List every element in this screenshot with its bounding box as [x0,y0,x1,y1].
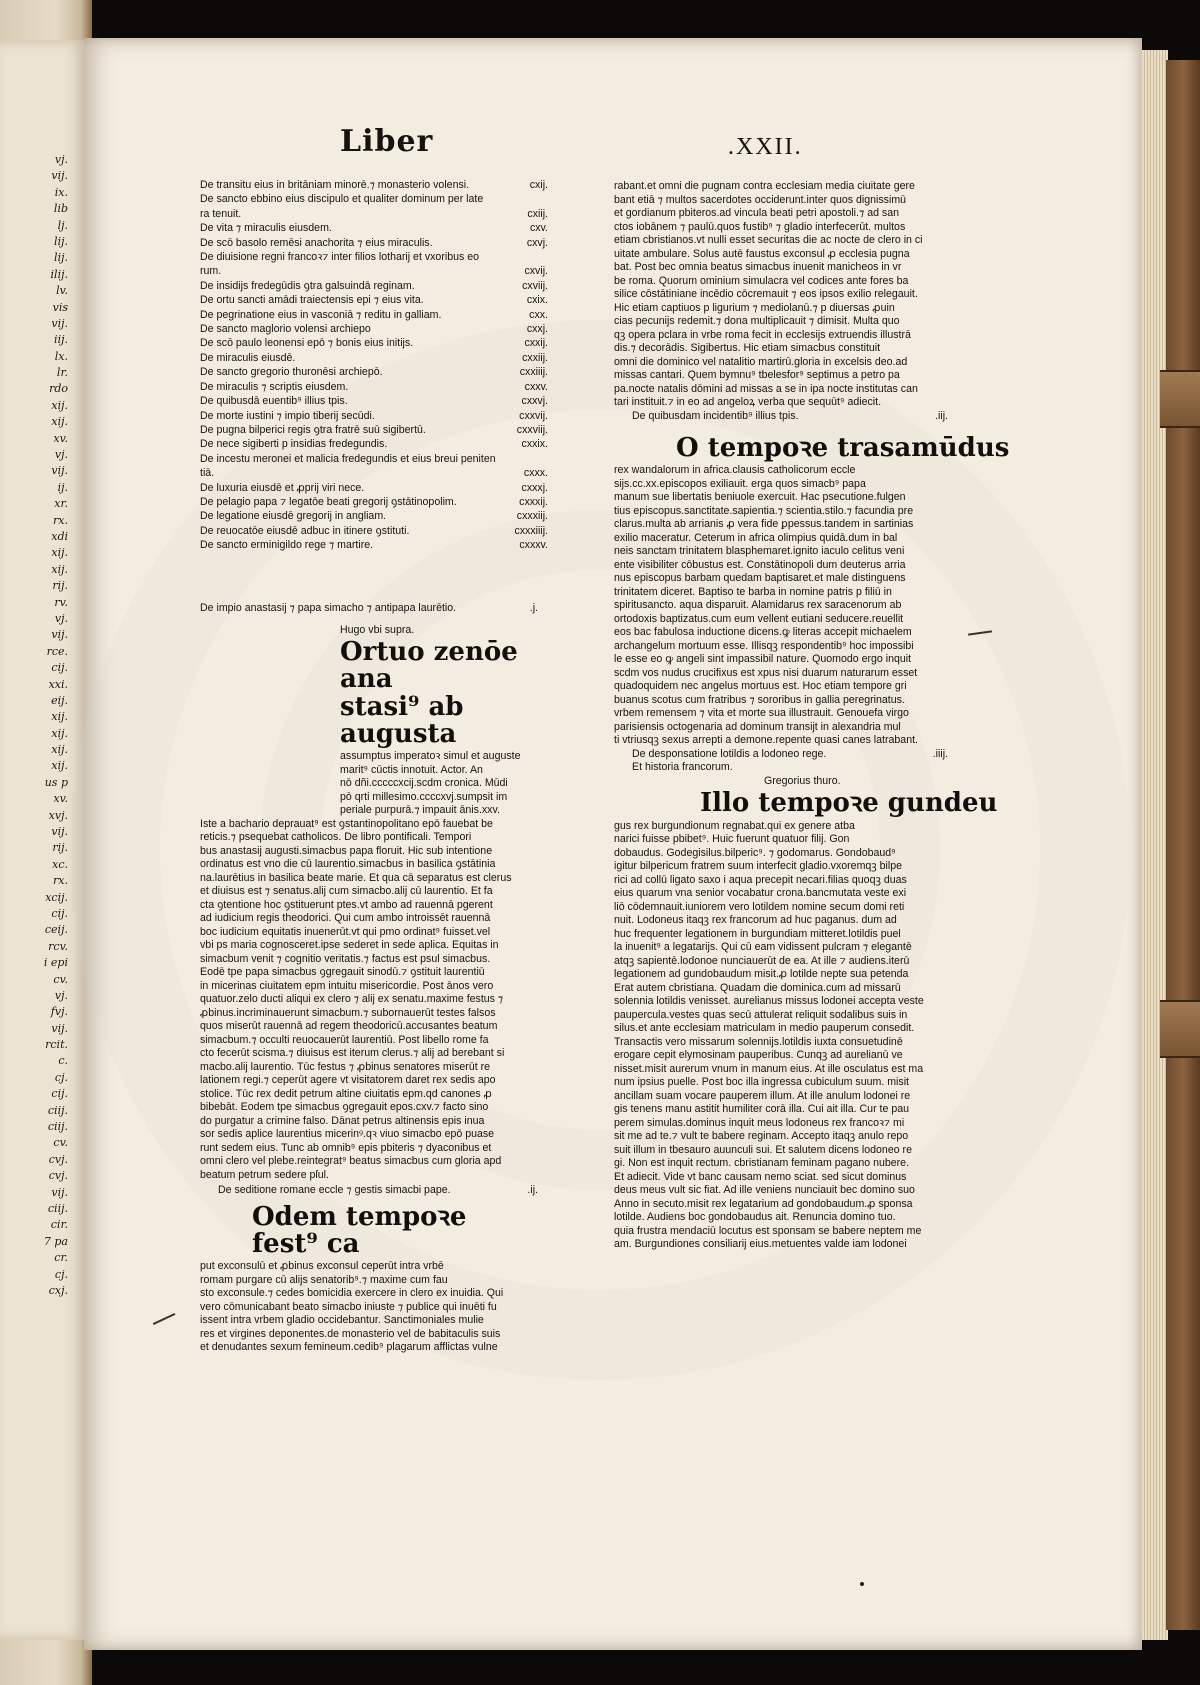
text-line: rex wandalorum in africa.clausis catholicorum eccle [614,464,856,477]
right-column [614,180,1010,1252]
text-line: et gordianum pbiteros.ad vincula beati petri apostoli.⁊ ad san [614,207,899,219]
left-edge-fragment: vis [52,300,68,314]
index-entry-number [540,250,548,264]
index-entry [200,509,548,523]
left-edge-fragment: xvj. [48,808,68,822]
chapter-entry-title: De seditione romane eccle ⁊ gestis simacbi pape. [218,1184,451,1197]
left-edge-fragment: rx. [53,513,68,527]
left-edge-fragment: rv. [54,595,68,609]
index-entry-title: De morte iustini ⁊ impio tiberij secūdi. [200,409,375,422]
left-edge-fragment: cvj. [48,1152,68,1166]
chapter-heading: Illo tempoꝛe gundeu [700,788,998,819]
text-line: beatum petrum sedere pſul. [200,1168,329,1181]
left-edge-fragment: xcij. [45,890,68,904]
text-line: vrbem remensem ⁊ vita et morte sua illustrauit. Genouefa virgo [614,707,909,720]
text-line: res et virgines deponentes.de monasterio vel de babitaculis suis [200,1327,501,1340]
index-entry-title: De scō paulo leonensi epō ⁊ bonis eius initijs. [200,337,414,350]
text-line: quatuor.zelo ducti aliqui ex clero ⁊ alij ex senatu.maxime festus ⁊ [200,993,504,1006]
index-entry [200,380,548,394]
text-line: neis sanctam trinitatem blasphemaret.ignito iaculo celitus veni [614,545,905,558]
index-entry-number: cxvj. [526,236,548,249]
text-line: igitur bilpericum fratrem suum interfecit gladio.vxoremqꝫ bilpe [614,860,903,873]
text-line: Et adiecit. Vide vt banc causam nemo sciat. sed sicut dominus [614,1170,907,1183]
left-edge-fragment: vj. [54,988,68,1002]
text-line: buanus scotus cum fratribus ⁊ sororibus in gallia peregrinatus. [614,693,905,706]
text-line: in micerinas ciuitatem epm intuitu misericordie. Post ānos vero [200,979,494,992]
left-edge-fragment: rcv. [48,939,68,953]
text-line: omni die dominico vel natalitio martirū.gloria in excelsis deo.ad [614,355,908,368]
index-entry-title: rum. [200,265,222,278]
left-edge-fragment: xij. [51,726,68,740]
text-line: suit illum in tbesauro auunculi sui. Et salutem dicens lodoneo re [614,1143,912,1156]
text-line: stolice. Tūc rex dedit petrum altine ciuitatis epm.qd canones ꝓ [200,1087,492,1100]
text-line: am. Burgundiones consiliarij eius.metuentes valde iam lodonei [614,1238,907,1251]
left-edge-fragment: vij. [51,464,68,478]
chapter-index [200,178,548,553]
text-line: omni clero vel plebe.reintegrat⁹ beatus simacbus cum gloria apd [200,1155,502,1168]
text-line: silice cōstātiniane incēdio cōcremauit ⁊ eos ipsos exilio relegauit. [614,288,918,300]
index-entry-number: cxxvj. [521,395,548,408]
left-edge-fragment: ceij. [44,923,68,937]
text-line: liō cōdemnauit.iuniorem vero lotildem nomine secum domi reti [614,900,905,913]
text-line: issent intra vrbem gladio occidebantur. Sanctimoniales mulie [200,1314,484,1327]
index-entry [200,524,548,538]
left-edge-fragment: iij. [54,333,68,347]
text-line: gis tenens manu astitit humiliter corā illa. Cui ait illa. Cur te pau [614,1103,909,1116]
left-edge-fragment: rce. [46,644,68,658]
left-edge-fragment: vij. [51,1185,68,1199]
left-edge-fragment: cj. [54,1267,68,1281]
index-entry-title: De pelagio papa ⁊ legatōe beati gregorij ꝯstātinopolim. [200,495,457,508]
left-edge-fragment: xij. [51,710,68,724]
text-line: exilio maceratur. Ceterum in africa olimpius quidā.dum in bal [614,531,898,544]
index-entry-number: cxv. [529,222,548,235]
text-line: nus episcopus barbam quedam baptisaret.et male distinguens [614,572,906,585]
chapter-entry [614,410,948,424]
text-line: ordinatus est vno die cū laurentio.simacbus in basilica ꝯstātinia [200,858,496,871]
text-line: perem simulas.dominus inquit meus lodoneus rex francoꝛ⁊ mi [614,1116,905,1129]
text-line: Iste a bachario deprauat⁹ est ꝯstantinopolitano epō fauebat be [200,817,493,830]
index-entry [200,207,548,221]
index-entry [200,293,548,307]
left-edge-fragment: eij. [51,693,68,707]
left-edge-fragment: cr. [54,1251,68,1265]
chapter-intro [340,750,538,818]
index-entry-number: cxxx. [523,467,548,480]
index-entry [200,365,548,379]
text-line: et diuisus est ⁊ senatus.alij cum simacbo.alij cū laurentio. Et fa [200,885,493,898]
text-line: Eodē tpe papa simacbus ꝯgregauit sinodū.⁊ ꝯstituit laurentiū [200,966,485,979]
text-line: lotilde. Audiens boc gondobaudus ait. Renuncia domino tuo. [614,1211,896,1224]
index-entry-title: De pugna bilperici regis ꝯtra fratrē suū sigibertū. [200,423,426,436]
index-entry-title: De miraculis eiusdē. [200,351,296,364]
left-edge-fragment: i epi [43,956,68,970]
left-edge-fragment: vj. [54,153,68,166]
chapter-entry-title: De quibusdam incidentib⁹ illius tpis. [632,409,799,422]
index-entry [200,452,548,466]
index-entry-number: cxij. [529,179,548,191]
index-entry-title: De vita ⁊ miraculis eiusdem. [200,222,332,235]
text-line: nuit. Lodoneus itaqꝫ rex francorum ad huc paganus. dum ad [614,914,897,927]
text-line: sto exconsule.⁊ cedes bomicidia exercere in clero ex inuidia. Qui [200,1287,504,1300]
index-entry-title: De luxuria eiusdē et ꝓprij viri nece. [200,481,365,494]
right-body-end [614,820,948,1252]
index-entry-number [540,192,548,206]
left-edge-fragment: vij. [51,1021,68,1035]
left-edge-fragment: ix. [54,185,68,199]
text-line: la inuenit⁹ a legatarijs. Qui cū eam vidissent pulcram ⁊ elegantē [614,941,912,954]
index-entry-number: cxxvij. [519,409,548,422]
left-edge-fragment: cij. [51,1087,68,1101]
index-entry [200,423,548,437]
text-line: runt sedem eius. Tunc ab omnib⁹ epis pbiteris ⁊ dyaconibus et [200,1141,492,1154]
text-line: quos miserūt rauennā ad regem theodoricū.accusantes beatum [200,1020,498,1033]
chapter-entry-title: De desponsatione lotildis a lodoneo rege. [632,747,827,760]
text-line: ente visibiliter cōbustus est. Constātinopoli dum deuterus arria [614,558,906,571]
text-line: ancillam suam vocare pauperem illum. At ille anulum lodonei re [614,1089,911,1102]
text-line: le esse eo ꝙ angeli sint impassibil nature. Quomodo ergo inquit [614,653,912,666]
left-edge-fragment: lij. [54,251,68,265]
text-line: vbi ps maria cognosceret.ipse sederet in sede aplica. Equitas in [200,939,499,952]
index-entry [200,394,548,408]
text-line: ad iudicium regis theodorici. Qui cum ambo introissēt rauennā [200,912,491,925]
left-edge-fragment: xij. [51,415,68,429]
chapter-heading: O tempoꝛe trasamūdus [676,433,1010,463]
index-entry-title: De ortu sancti amādi traiectensis epi ⁊ eius vita. [200,294,424,307]
chapter-entry [200,602,538,616]
text-line: simacbum venit ⁊ cognitio veritatis.⁊ factus est psul simacbus. [200,952,491,965]
text-line: deus meus vult sic fiat. Ad ille veniens nunciauit bec domino suo [614,1184,915,1197]
left-column [200,602,538,1355]
text-line: archangelum mortuum esse. Illisqꝫ respondentib⁹ hoc impossibi [614,639,914,652]
index-entry-title: De diuisione regni francoꝛ⁊ inter filios lotharij et vxoribus eo [200,251,480,264]
left-page-leaf [0,40,88,1640]
text-line: na.laurētius in basilica beate marie. Et qua cā separatus est clerus [200,871,512,884]
text-line: rabant.et omni die pugnam contra ecclesiam media ciuitate gere [614,180,915,192]
left-edge-fragment: xdi [51,529,68,543]
text-line: pa.nocte natalis dōmini ad missas a se in ipa nocte institutas can [614,382,918,395]
text-line: ti vtriusqꝫ sexus arrepti a demone.repente quasi canes latrabant. [614,734,918,747]
index-entry-number: cxxxj. [521,481,548,494]
text-line: marit⁹ cūctis innotuit. Actor. An [340,763,483,776]
index-entry-number: cxxv. [524,380,548,393]
index-entry-number: cxxxij. [519,495,548,508]
text-line: ctos iobānem ⁊ paulū.quos fustib⁹ ⁊ gladio interfecerūt. multos [614,220,906,233]
running-head-right: .XXII. [728,134,803,160]
chapter-heading-line-3: Odem tempoꝛe fest⁹ ca [252,1201,467,1259]
left-edge-fragment: vj. [54,448,68,462]
text-line: rici ad collū ligato saxo i aqua precepit necari.filias quoqꝫ duas [614,873,907,886]
left-edge-fragment: cxj. [48,1283,68,1297]
left-edge-fragment: lr. [56,366,68,380]
text-line: ꝓbinus.incriminauerunt simacbum.⁊ subornauerūt testes falsos [200,1006,496,1019]
page-fore-edge [1142,50,1168,1640]
left-edge-fragment: cvj. [48,1169,68,1183]
text-line: boc iudicium equitatis inuenerūt.vt qui pmo ordinat⁹ fuisset.vel [200,925,491,938]
index-entry-number: cxxxv. [519,539,548,552]
text-line: uitate ambulare. Solus autē faustus exconsul ꝓ ecclesia pugna [614,247,910,260]
text-line: Transactis vero missarum solennijs.lotildis iuxta consuetudinē [614,1035,903,1048]
text-line: scdm vos nudus crucifixus est xpus nisi duarum naturarum esset [614,666,918,679]
left-edge-fragment: lv. [56,284,68,298]
left-edge-fragment: vij. [51,169,68,183]
left-edge-fragment: rij. [52,579,68,593]
text-line: quia frustra mendaciū locutus est sponsam se babere neptem me [614,1224,922,1237]
left-edge-fragment: xij. [51,398,68,412]
text-line: bibebāt. Eodem tpe simacbus ꝯgregauit epos.cxv.⁊ facto sino [200,1101,489,1114]
left-edge-fragment: rx. [53,874,68,888]
index-entry-title: De transitu eius in britāniam minorē.⁊ monasterio volensi. [200,179,470,191]
running-head-left: Liber [340,124,434,159]
index-entry-number: cxvij. [524,265,548,278]
index-entry-number [540,452,548,466]
text-line: nō dñi.cccccxcij.scdm cronica. Mūdi [340,777,508,790]
index-entry-number: cxxj. [526,323,548,336]
chapter-entry-number: .iiij. [932,747,948,760]
chapter-entry-title: De impio anastasij ⁊ papa simacho ⁊ antipapa laurētio. [200,602,457,614]
text-line: vero cōmunicabant beato simacbo iniuste ⁊ publice qui inuēti fu [200,1300,497,1313]
index-entry [200,322,548,336]
text-line: huc frequenter legationem in burgundiam mitteret.lotildis puel [614,927,901,940]
text-line: num ipsius puelle. Post boc illa ingressa cubiculum suum. misit [614,1076,909,1089]
index-entry-title: De nece sigiberti p insidias fredegundis. [200,438,388,451]
chapter-entry-number: .ij. [527,1184,538,1197]
text-line: reticis.⁊ psequebat catholicos. De libro pontificali. Tempori [200,831,472,844]
text-line: erogare cepit elymosinam pauperibus. Cunqꝫ ad aurelianū ve [614,1049,903,1062]
left-edge-fragment: ilij. [50,267,68,281]
text-line: trinitatem diceret. Baptiso te barba in nomine patris p filiū in [614,585,892,598]
text-line: manum sue libertatis beniuole exercuit. Hac psecutione.fulgen [614,491,906,504]
text-line: simacbum.⁊ occulti reuocauerūt laurentiū. Post libello rome fa [200,1033,489,1046]
text-line: etiam cbristianos.vt nulli esset securitas die ac nocte de clero in ci [614,234,923,246]
text-line: cias pecunijs redemit.⁊ dona multiplicauit ⁊ dimisit. Multa quo [614,315,900,327]
text-line: narici fuisse pbibet⁹. Huic fuerunt quatuor filij. Gon [614,833,850,846]
index-entry [200,437,548,451]
text-line: romam purgare cū alijs senatorib⁹.⁊ maxime cum fau [200,1273,448,1286]
text-line: bant etiā ⁊ multos sacerdotes occiderunt.inter quos dignissimū [614,193,907,206]
text-line: ortodoxis baptizatus.cum eum vellent eutiani seducere.reuellit [614,612,904,625]
index-entry [200,351,548,365]
text-line: legationem ad gundobaudum misit.ꝓ lotilde nepte sua petenda [614,968,909,981]
left-page-edge-text [28,152,68,1299]
text-line: Hic etiam captiuos p ligurium ⁊ mediolanū.⁊ p diuersas ꝓuin [614,301,895,314]
index-entry-title: De sancto ebbino eius discipulo et qualiter dominum per late [200,193,484,206]
left-edge-fragment: xr. [54,497,68,511]
left-edge-fragment: rdo [49,382,68,396]
binding-clasp-upper [1160,370,1200,428]
book-binding [1166,60,1200,1630]
index-entry [200,236,548,250]
left-edge-fragment: rcit. [45,1038,68,1052]
index-entry [200,178,548,192]
text-line: dobaudus. Godegisilus.bilperic⁹. ⁊ godomarus. Gondobaud⁹ [614,846,896,859]
index-entry-title: De sancto gregorio thuronēsi archiepō. [200,366,383,379]
text-line: nisset.misit aurerum vnum in manum eius. At ille osculatus est ma [614,1062,924,1075]
right-body-top [614,180,948,410]
index-entry [200,221,548,235]
left-edge-fragment: vj. [54,611,68,625]
index-entry [200,192,548,206]
text-line: sit me ad te.⁊ vult te babere reginam. Accepto itaqꝫ anulo repo [614,1130,909,1143]
index-entry-title: De pegrinatione eius in vasconiā ⁊ reditu in galliam. [200,308,442,321]
text-line: et denudantes sexum femineum.cedib⁹ plagarum afflictas vulne [200,1341,498,1354]
text-line: parisiensis octogenaria ad dominum transijt in alexandria mul [614,720,901,733]
left-edge-fragment: cv. [53,972,68,986]
index-entry [200,264,548,278]
text-line: lationem regi.⁊ ceperūt agere vt visitatorem daret rex sedis apo [200,1074,496,1087]
left-edge-fragment: fvj. [50,1005,68,1019]
left-edge-fragment: vij. [51,316,68,330]
left-edge-fragment: xxi. [48,677,68,691]
left-edge-fragment: xij. [51,546,68,560]
ink-speck [860,1582,864,1586]
text-line: be roma. Quorum ominium simulacra vel codices ante fores ba [614,274,909,287]
index-entry [200,279,548,293]
left-edge-fragment: ciij. [47,1202,68,1215]
source-citation: Gregorius thuro. [764,774,841,787]
index-entry-number: cxxiij. [522,351,548,364]
text-line: tius episcopus.sanctitate.sapientia.⁊ scientia.stilo.⁊ facundia pre [614,504,914,517]
text-line: cta ꝯtentione hoc ꝯstituerunt ptes.vt ambo ad rauennā pgerent [200,898,493,911]
index-entry-title: De incestu meronei et malicia fredegundis et eius breui peniten [200,452,496,465]
index-entry [200,481,548,495]
text-line: sor sedis aplice laurentius micerinꝰ.qꝛ viuo simacbo epō puase [200,1128,495,1141]
chapter-entry [200,1184,538,1198]
index-entry [200,466,548,480]
left-edge-fragment: cv. [53,1136,68,1150]
left-edge-fragment: us p [44,775,68,789]
left-edge-fragment: cij. [51,661,68,675]
text-line: missas cantari. Quem bymnu⁹ tbelesfor⁹ septimus a petro pa [614,369,900,381]
index-entry-title: De reuocatōe eiusdē adbuc in itinere ꝯstituti. [200,524,410,537]
text-line: silus.et ante ecclesiam matriculam in medio pauperum consedit. [614,1022,915,1035]
left-edge-fragment: xij. [51,562,68,576]
left-edge-fragment: ciij. [47,1120,68,1134]
index-entry [200,336,548,350]
index-entry-number: cxiij. [527,207,548,220]
index-entry-number: cxxxiij. [516,510,548,523]
index-entry-title: tiā. [200,467,215,480]
left-edge-fragment: xij. [51,759,68,773]
left-edge-fragment: ij. [57,480,68,494]
text-line: eius quarum vna senior vocabatur crona.bancmutata veste exi [614,887,907,900]
text-line: gi. Non est inquit rectum. cbristianam feminam pagano nubere. [614,1157,910,1170]
left-edge-fragment: xc. [52,857,68,871]
text-line: Anno in secuto.misit rex legatarium ad gondobaudum.ꝓ sponsa [614,1197,913,1210]
index-entry-title: De sancto erminigildo rege ⁊ martire. [200,539,374,552]
left-edge-fragment: lib [53,202,68,216]
index-entry-title: De sancto maglorio volensi archiepo [200,323,371,336]
chapter-heading-line-1: Ortuo zenōe ana [340,637,518,695]
left-edge-fragment: vij. [51,825,68,839]
index-entry-number: cxxviij. [516,423,548,436]
index-entry [200,538,548,552]
text-line: solennia lotildis venisset. aurelianus missus lodonei accepta veste [614,995,924,1008]
index-entry-number: cxviij. [522,279,548,292]
left-edge-fragment: cij. [51,906,68,920]
left-edge-fragment: ciij. [47,1103,68,1117]
left-edge-fragment: vij. [51,628,68,642]
left-edge-fragment: lx. [54,349,68,363]
index-entry-title: De insidijs fredegūdis ꝯtra galsuindā reginam. [200,279,415,292]
text-line: qꝫ opera pclara in vrbe roma fecit in ecclesijs extruendis illustrā [614,328,911,341]
text-line: bus anastasij augusti.simacbus papa floruit. Hic sub intentione [200,844,493,857]
text-line: sijs.cc.xx.episcopos exiliauit. erga quos simacb⁹ papa [614,477,866,490]
text-line: paupercula.vestes quas secū attulerat reliquit sodalibus suis in [614,1008,908,1021]
binding-clasp-lower [1160,1000,1200,1058]
index-entry-number: cxxix. [521,438,548,451]
left-edge-fragment: xij. [51,743,68,757]
text-line: quadoquidem nec angelus mortuus est. Hoc etiam tempore gri [614,680,907,693]
index-entry-number: cxxxiiij. [514,524,548,537]
text-line: Erat autem cbristiana. Quadam die dominica.cum ad missarū [614,981,901,994]
text-line: spiritusancto. aqua disparuit. Alamidarus rex saracenorum ab [614,599,902,612]
text-line: put exconsulū et ꝓbinus exconsul ceperūt intra vrbē [200,1260,444,1273]
index-entry-title: De scō basolo remēsi anachorita ⁊ eius miraculis. [200,236,433,249]
index-entry-title: De quibusdā euentib⁹ illius tpis. [200,395,348,408]
source-citation: Et historia francorum. [632,761,733,774]
chapter-body-closing [200,1260,538,1355]
text-line: clarus.multa ab arrianis ꝓ vera fide ꝑpessus.tandem in sartinias [614,518,914,531]
chapter-entry-number: .j. [529,602,538,614]
text-line: eos bac fabulosa inductione dicens.ꝙ literas accepit michaelem [614,626,912,639]
left-edge-fragment: c. [58,1054,68,1068]
chapter-entry-number: .iij. [935,409,948,422]
left-edge-fragment: lij. [54,234,68,248]
left-edge-fragment: cj. [54,1070,68,1084]
left-edge-fragment: cir. [50,1218,68,1232]
left-edge-fragment: lj. [57,218,68,232]
text-line: bat. Post bec omnia beatus simacbus inuenit manicheos in vr [614,261,902,273]
index-entry-number: cxix. [526,294,548,307]
text-line: atqꝫ sapientē.lodonoe nunciauerūt de ea. At ille ⁊ audiens.iterū [614,954,910,967]
index-entry [200,308,548,322]
text-line: cto fecerūt scisma.⁊ diuisus est iterum clerus.⁊ alij ad berebant si [200,1047,505,1060]
source-citation: Hugo vbi supra. [340,623,415,636]
text-line: assumptus imperatoꝛ simul et auguste [340,750,521,763]
chapter-entry [614,748,948,762]
right-body-middle [614,464,948,748]
text-line: gus rex burgundionum regnabat.qui ex genere atba [614,819,855,832]
index-entry-number: cxx. [529,308,548,321]
chapter-body [200,818,538,1183]
text-line: periale purpurā.⁊ impauit ānis.xxv. [340,804,500,817]
chapter-heading-line-2: stasi⁹ ab augusta [340,691,464,749]
left-edge-fragment: 7 pa [43,1234,68,1248]
index-entry [200,250,548,264]
text-line: do purgatur a crimine falso. Dānat petrus altinensis epis inua [200,1114,485,1127]
index-entry-title: De legatione eiusdē gregorij in angliam. [200,510,387,523]
index-entry [200,409,548,423]
text-line: pō qrti millesimo.ccccxvj.sumpsit im [340,790,508,803]
left-edge-fragment: xv. [53,431,68,445]
index-entry-title: De miraculis ⁊ scriptis eiusdem. [200,380,349,393]
index-entry-number: cxxij. [524,337,548,350]
index-entry-number: cxxiiij. [519,366,548,379]
text-line: dis.⁊ decorādis. Sigibertus. Hic etiam simacbus constituit [614,342,881,354]
left-edge-fragment: xv. [53,792,68,806]
left-edge-fragment: rij. [52,841,68,855]
text-line: tari instituit.⁊ in eo ad angeloꝝ verba que sequūt⁹ adiecit. [614,396,882,408]
text-line: macbo.alij laurentio. Tūc festus ⁊ ꝓbinus senatores miserūt re [200,1060,491,1073]
index-entry [200,495,548,509]
index-entry-title: ra tenuit. [200,207,242,220]
